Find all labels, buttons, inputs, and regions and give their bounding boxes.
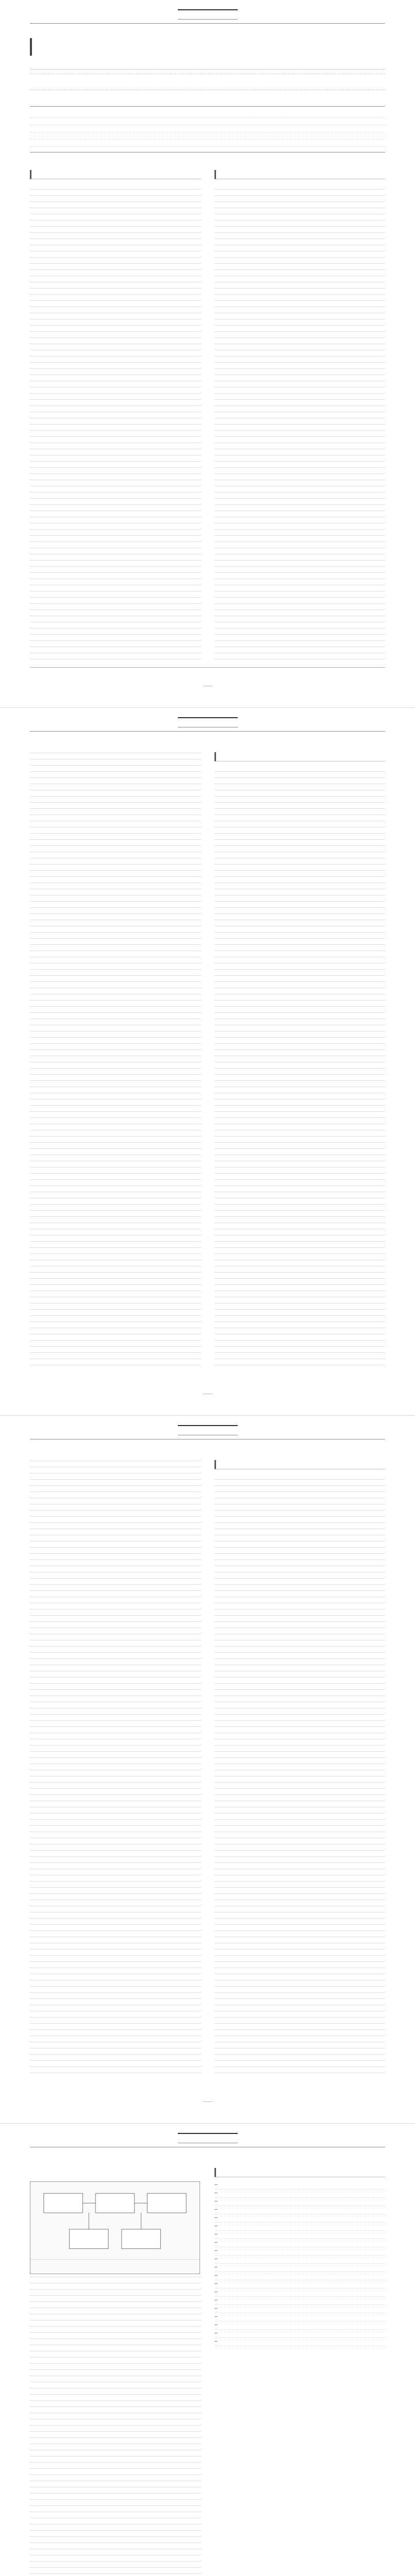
abstract-block	[30, 106, 385, 152]
reference-item	[214, 2206, 386, 2214]
page-number	[203, 686, 212, 693]
two-column-body	[30, 165, 385, 663]
body-text-lines	[30, 2271, 201, 2576]
reference-item	[214, 2256, 386, 2264]
journal-logo	[178, 1425, 238, 1435]
section-heading	[30, 170, 201, 179]
reference-item	[214, 2297, 386, 2305]
reference-item	[214, 2321, 386, 2330]
reference-item	[214, 2181, 386, 2190]
left-column-text	[30, 747, 201, 1371]
reference-item	[214, 2190, 386, 2198]
page-header	[30, 9, 385, 24]
article-page-3	[0, 1416, 415, 2124]
abstract-line	[30, 125, 385, 132]
reference-item	[214, 2247, 386, 2256]
page-header	[30, 2133, 385, 2147]
body-text-lines	[30, 1455, 201, 2079]
page-header	[30, 717, 385, 732]
reference-item	[214, 2198, 386, 2206]
section-heading	[214, 752, 386, 761]
reference-item	[214, 2272, 386, 2280]
reference-item	[214, 2330, 386, 2338]
left-column-text	[30, 2163, 201, 2576]
reference-item	[214, 2313, 386, 2321]
reference-item	[214, 2214, 386, 2223]
right-column-text	[214, 2163, 386, 2576]
reference-item	[214, 2289, 386, 2297]
abstract-text	[30, 111, 385, 118]
two-column-body	[30, 2163, 385, 2576]
page-footnote	[30, 667, 385, 680]
right-column-text	[214, 165, 386, 663]
two-column-body	[30, 747, 385, 1371]
page-header	[30, 1425, 385, 1439]
journal-logo	[178, 9, 238, 20]
reference-item	[214, 2223, 386, 2231]
right-column-text	[214, 1455, 386, 2079]
reference-item	[214, 2305, 386, 2313]
abstract-line	[30, 132, 385, 140]
section-heading	[214, 1460, 386, 1469]
section-heading	[214, 170, 386, 179]
author-affiliations	[30, 74, 385, 90]
reference-item	[214, 2338, 386, 2346]
body-text-lines	[30, 183, 201, 663]
reference-item	[214, 2231, 386, 2239]
journal-logo	[178, 717, 238, 727]
reference-item	[214, 2264, 386, 2272]
reference-item	[214, 2239, 386, 2247]
reference-item	[214, 2280, 386, 2289]
page-number	[203, 1394, 212, 1401]
article-page-4	[0, 2124, 415, 2576]
article-title-block	[30, 38, 385, 96]
article-page-1	[0, 0, 415, 708]
body-text-lines	[30, 747, 201, 1371]
body-text-lines	[214, 183, 386, 663]
paper-title	[30, 38, 385, 56]
left-column-text	[30, 165, 201, 663]
abstract-line	[30, 118, 385, 125]
journal-logo	[178, 2133, 238, 2143]
reference-list	[214, 2181, 386, 2576]
page-number	[203, 2102, 212, 2109]
reference-heading	[214, 2168, 386, 2177]
two-column-body	[30, 1455, 385, 2079]
abstract-line	[30, 140, 385, 147]
left-column-text	[30, 1455, 201, 2079]
author-list	[30, 62, 385, 70]
body-text-lines	[214, 766, 386, 1371]
right-column-text	[214, 747, 386, 1371]
article-page-2	[0, 708, 415, 1416]
body-text-lines	[214, 1473, 386, 2079]
